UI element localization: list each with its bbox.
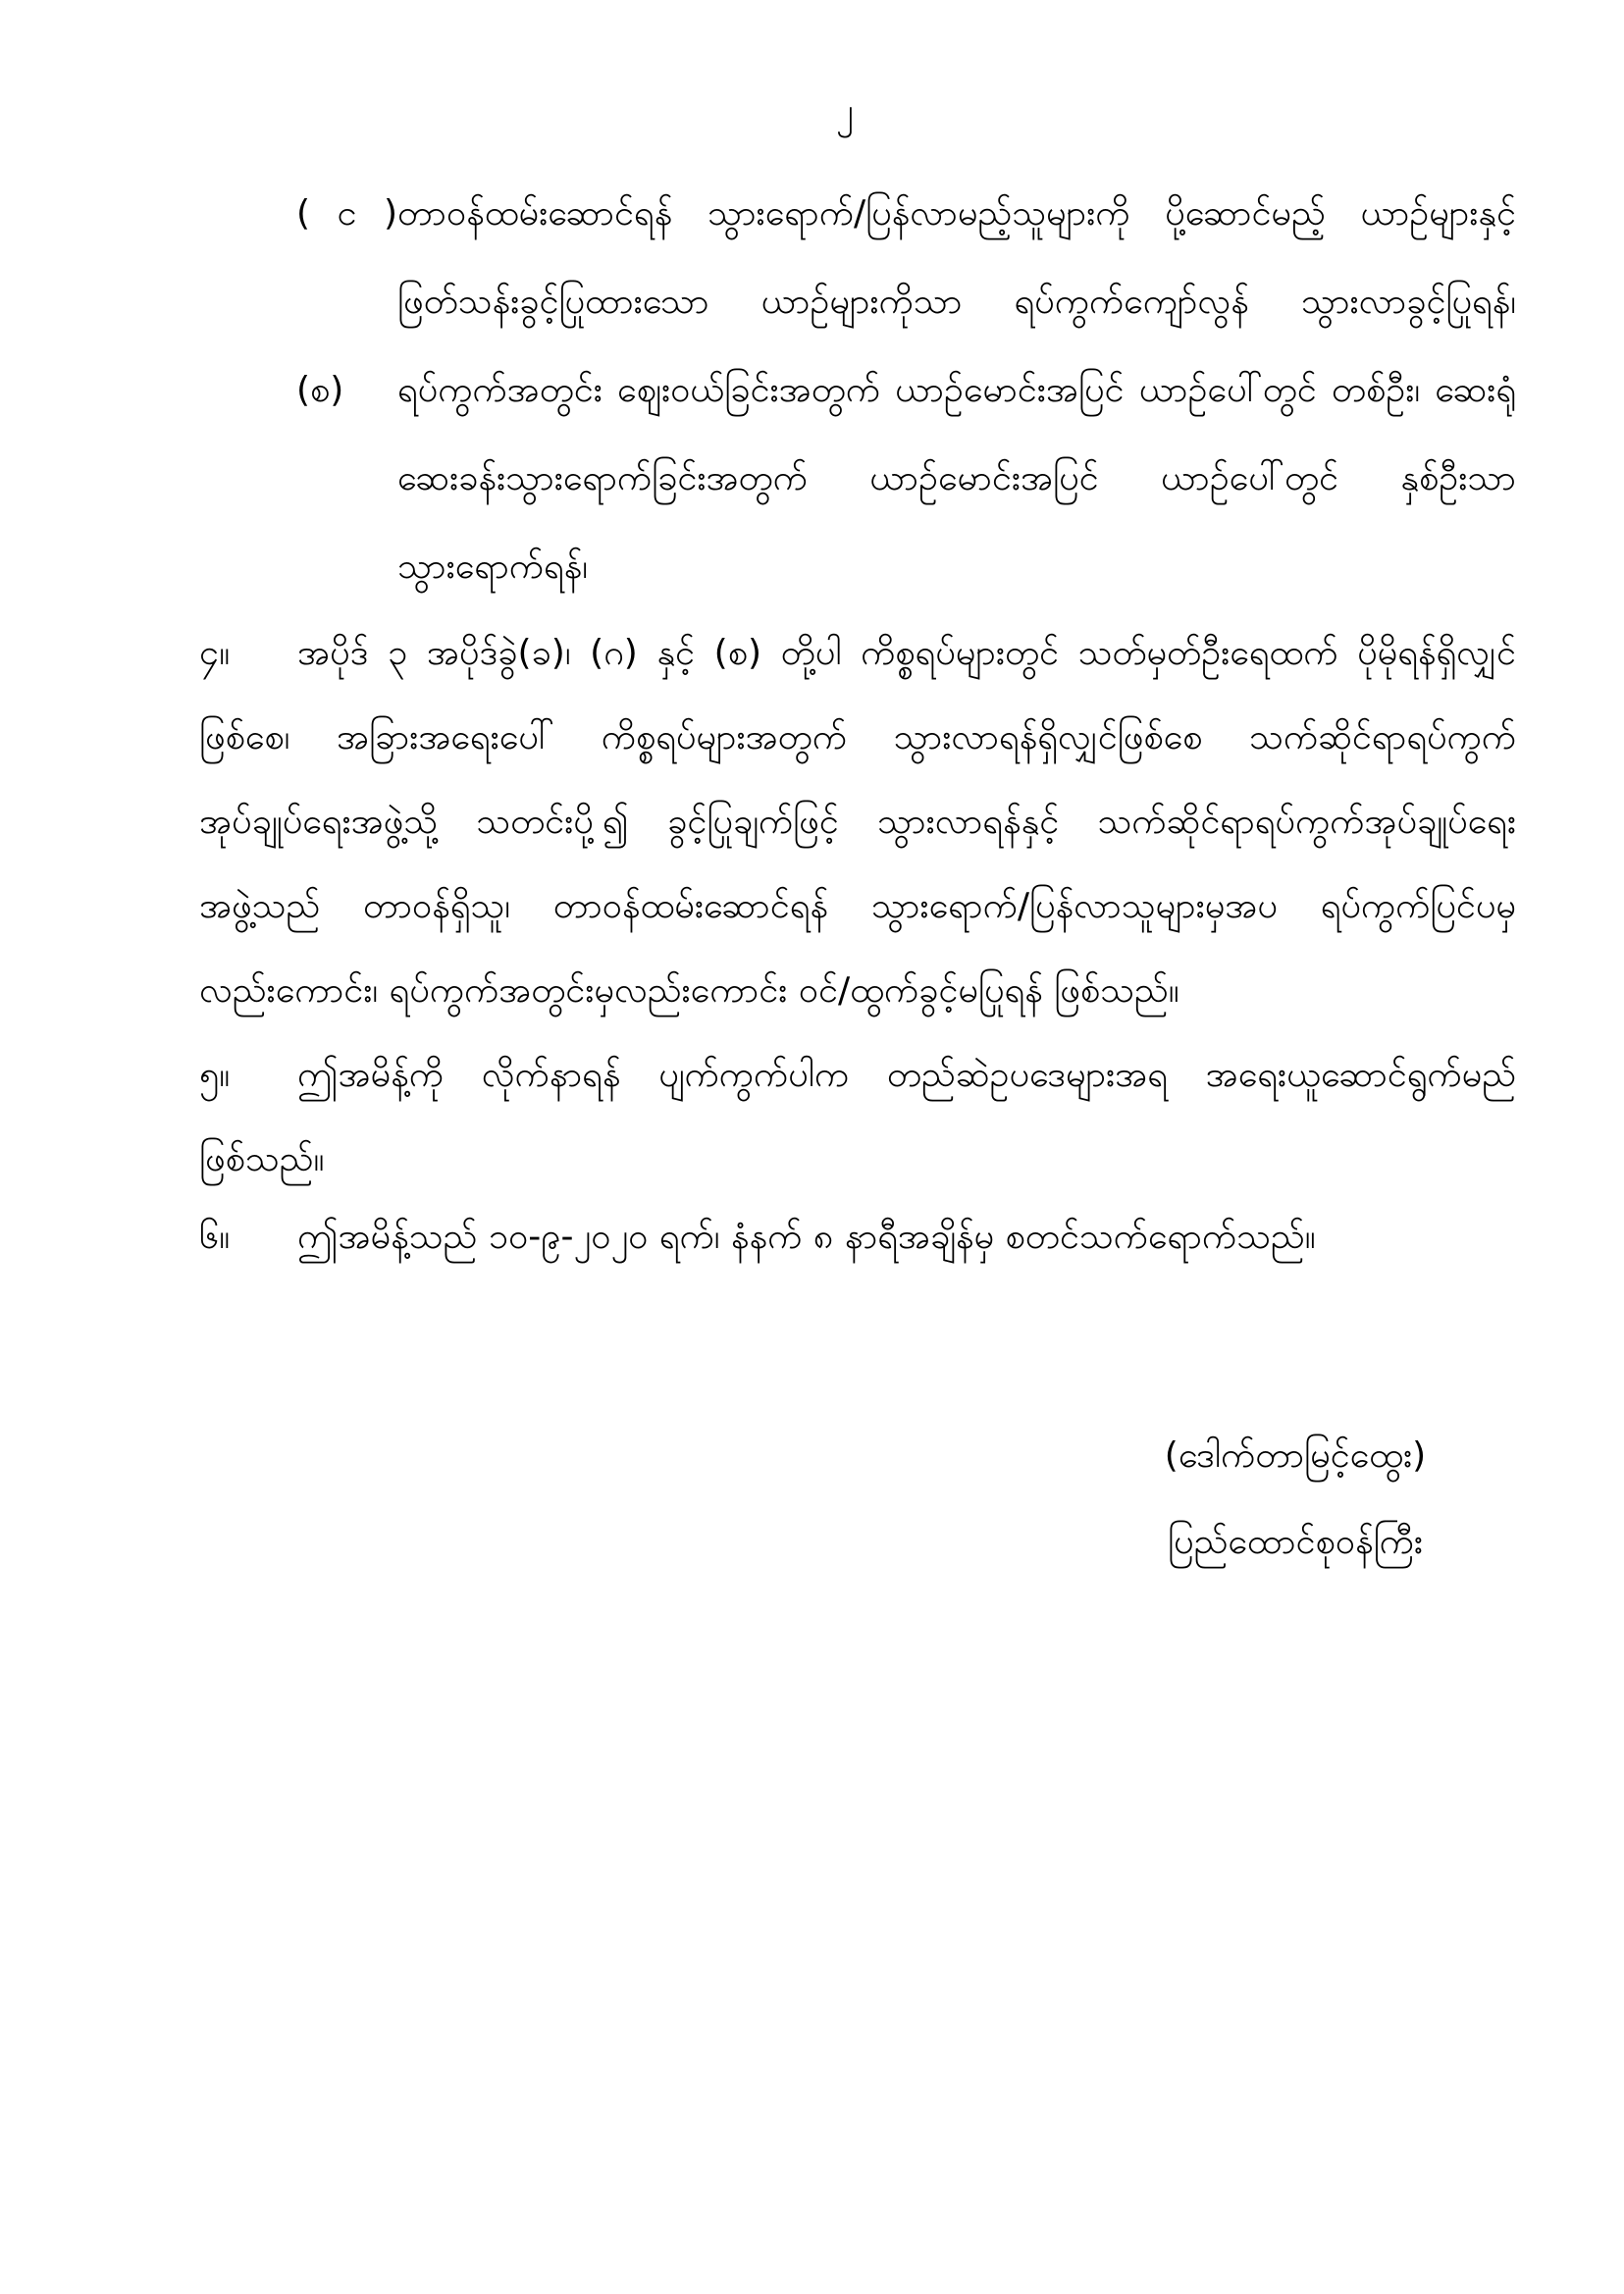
paragraph-6-text-1: ဤအမိန့်သည် ၁၀-၉-၂၀၂၀ ရက်၊ နံနက် ၈ နာရီအချိန်မှ စတင်သက်ရောက်သည်။ (297, 1217, 1316, 1257)
item-sa-text-3: သွားရောက်ရန်၊ (397, 547, 588, 587)
item-sa-label: (စ) (296, 370, 344, 410)
paragraph-4-line-4 (199, 881, 1516, 932)
paragraph-5-text-2: ဖြစ်သည်။ (199, 1139, 325, 1179)
item-sa-line-2 (397, 453, 1516, 504)
item-nga-label: ( င ) (296, 193, 397, 234)
item-sa-text-2: ဆေးခန်းသွားရောက်ခြင်းအတွက် ယာဉ်မောင်းအပြင် ယာဉ်ပေါ်တွင် နှစ်ဦးသာ (397, 458, 1516, 498)
paragraph-5-line-1 (199, 1050, 1516, 1101)
page-number: ၂ (836, 91, 854, 131)
item-nga-text-1: တာဝန်ထမ်းဆောင်ရန် သွားရောက်/ပြန်လာမည့်သူများကို ပို့ဆောင်မည့် ယာဉ်များနှင့် (397, 193, 1516, 234)
signature-title: ပြည်ထောင်စုဝန်ကြီး (1167, 1522, 1423, 1562)
paragraph-6-line-1 (199, 1212, 1516, 1263)
item-sa-text-1: ရပ်ကွက်အတွင်း ဈေးဝယ်ခြင်းအတွက် ယာဉ်မောင်းအပြင် ယာဉ်ပေါ်တွင် တစ်ဦး၊ ဆေးရုံ (397, 370, 1516, 410)
item-nga-line-1 (296, 188, 1516, 239)
paragraph-4-text-3: အုပ်ချုပ်ရေးအဖွဲ့သို့ သတင်းပို့၍ ခွင့်ပြုချက်ဖြင့် သွားလာရန်နှင့် သက်ဆိုင်ရာရပ်ကွက်အုပ်ချုပ်ရေး (199, 802, 1516, 842)
item-sa-line-1 (296, 365, 1516, 416)
paragraph-4-text-5: လည်းကောင်း၊ ရပ်ကွက်အတွင်းမှလည်းကောင်း ဝင်/ထွက်ခွင့်မပြုရန် ဖြစ်သည်။ (199, 970, 1179, 1011)
paragraph-4-line-3 (199, 797, 1516, 848)
paragraph-4-text-4: အဖွဲ့သည် တာဝန်ရှိသူ၊ တာဝန်ထမ်းဆောင်ရန် သွားရောက်/ပြန်လာသူများမှအပ ရပ်ကွက်ပြင်ပမှ (199, 886, 1516, 926)
paragraph-4-text-2: ဖြစ်စေ၊ အခြားအရေးပေါ် ကိစ္စရပ်များအတွက် သွားလာရန်ရှိလျှင်ဖြစ်စေ သက်ဆိုင်ရာရပ်ကွက် (199, 717, 1516, 757)
paragraph-4-number: ၄။ (199, 633, 231, 673)
paragraph-5-line-2 (199, 1134, 1516, 1185)
item-nga-line-2 (397, 277, 1516, 328)
paragraph-4-line-2 (199, 712, 1516, 763)
paragraph-5-text-1: ဤအမိန့်ကို လိုက်နာရန် ပျက်ကွက်ပါက တည်ဆဲဥပဒေများအရ အရေးယူဆောင်ရွက်မည် (297, 1055, 1516, 1095)
paragraph-5-number: ၅။ (199, 1055, 231, 1095)
paragraph-4-line-1 (199, 628, 1516, 679)
item-sa-line-3 (397, 542, 1516, 593)
signature-name: (ဒေါက်တာမြင့်ထွေး) (1164, 1435, 1427, 1476)
item-nga-text-2: ဖြတ်သန်းခွင့်ပြုထားသော ယာဉ်များကိုသာ ရပ်ကွက်ကျော်လွန် သွားလာခွင့်ပြုရန်၊ (397, 282, 1516, 322)
paragraph-4-text-1: အပိုဒ် ၃ အပိုဒ်ခွဲ(ခ)၊ (ဂ) နှင့် (စ) တို့ပါ ကိစ္စရပ်များတွင် သတ်မှတ်ဦးရေထက် ပိုမိုရန်ရှိလျှင် (297, 633, 1516, 673)
paragraph-4-line-5 (199, 965, 1516, 1017)
paragraph-6-number: ၆။ (199, 1217, 231, 1257)
